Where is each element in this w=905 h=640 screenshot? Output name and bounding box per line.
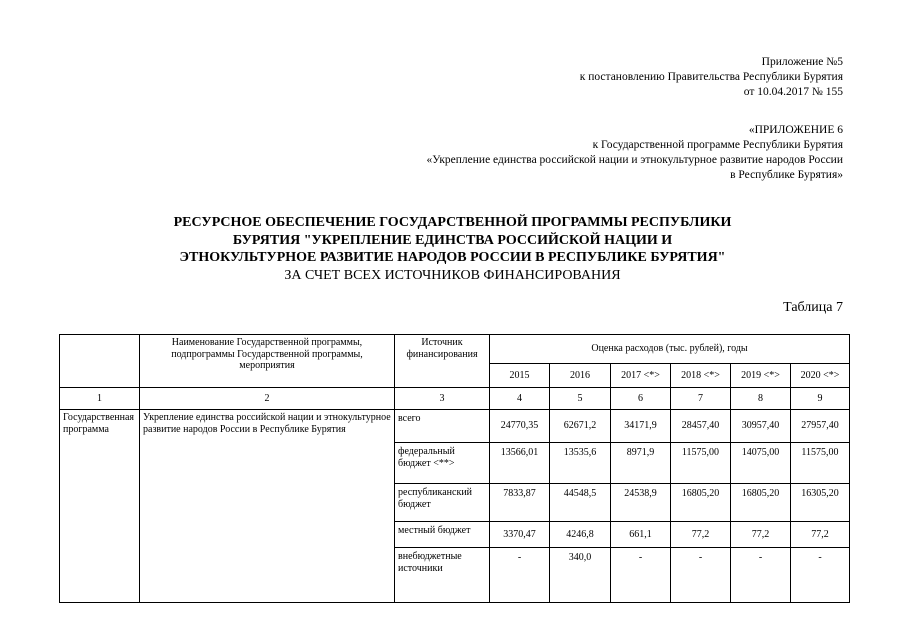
appendix-line: «Укрепление единства российской нации и этнокультурное развитие народов России: [426, 154, 843, 166]
value-cell: 77,2: [791, 522, 850, 548]
source-cell: местный бюджет: [395, 522, 490, 548]
value-cell: 11575,00: [791, 443, 850, 484]
value-cell: 13566,01: [490, 443, 550, 484]
value-cell: 14075,00: [731, 443, 791, 484]
column-number: 9: [791, 388, 850, 410]
source-cell: республиканский бюджет: [395, 484, 490, 522]
value-cell: 30957,40: [731, 410, 791, 443]
appendix-line: «ПРИЛОЖЕНИЕ 6: [748, 124, 843, 136]
year-header: 2018 <*>: [671, 364, 731, 388]
value-cell: 16805,20: [671, 484, 731, 522]
title-line: БУРЯТИЯ "УКРЕПЛЕНИЕ ЕДИНСТВА РОССИЙСКОЙ НАЦИИ И: [232, 232, 673, 248]
column-number: 2: [140, 388, 395, 410]
value-cell: 13535,6: [550, 443, 611, 484]
source-cell: всего: [395, 410, 490, 443]
title-line: ЭТНОКУЛЬТУРНОЕ РАЗВИТИЕ НАРОДОВ РОССИИ В РЕСПУБЛИКЕ БУРЯТИЯ": [179, 250, 726, 265]
column-number: 6: [611, 388, 671, 410]
value-cell: 340,0: [550, 548, 611, 603]
table-row: [60, 410, 850, 443]
value-cell: 44548,5: [550, 484, 611, 522]
value-cell: 27957,40: [791, 410, 850, 443]
appendix-line: Приложение №5: [761, 56, 843, 68]
appendix-line: к постановлению Правительства Республики Бурятия: [579, 71, 843, 83]
header-status-cell: [60, 335, 140, 388]
source-cell: внебюджетные источники: [395, 548, 490, 603]
value-cell: 661,1: [611, 522, 671, 548]
column-number: 7: [671, 388, 731, 410]
header-name: Наименование Государственной программы, подпрограммы Государственной программы, мероприятия: [140, 335, 395, 388]
table-header-row: [60, 335, 850, 364]
document-title: [60, 214, 845, 284]
appendix-line: к Государственной программе Республики Бурятия: [592, 139, 843, 151]
value-cell: 11575,00: [671, 443, 731, 484]
value-cell: 8971,9: [611, 443, 671, 484]
column-numbers-row: [60, 388, 850, 410]
header-estimate: Оценка расходов (тыс. рублей), годы: [490, 335, 850, 364]
value-cell: 16805,20: [731, 484, 791, 522]
year-header: 2015: [490, 364, 550, 388]
source-cell: федеральный бюджет <**>: [395, 443, 490, 484]
program-appendix-header: [426, 123, 843, 183]
appendix-line: от 10.04.2017 № 155: [743, 86, 843, 98]
value-cell: -: [731, 548, 791, 603]
column-number: 1: [60, 388, 140, 410]
year-header: 2017 <*>: [611, 364, 671, 388]
table-label: Таблица 7: [783, 300, 843, 315]
value-cell: -: [671, 548, 731, 603]
value-cell: 77,2: [671, 522, 731, 548]
column-number: 5: [550, 388, 611, 410]
title-subline: ЗА СЧЕТ ВСЕХ ИСТОЧНИКОВ ФИНАНСИРОВАНИЯ: [284, 267, 621, 283]
value-cell: 24538,9: [611, 484, 671, 522]
year-header: 2020 <*>: [791, 364, 850, 388]
value-cell: 28457,40: [671, 410, 731, 443]
value-cell: 24770,35: [490, 410, 550, 443]
value-cell: -: [791, 548, 850, 603]
value-cell: 4246,8: [550, 522, 611, 548]
column-number: 4: [490, 388, 550, 410]
program-name-cell: Укрепление единства российской нации и этнокультурное развитие народов России в Республике Бурятия: [140, 410, 395, 603]
column-number: 3: [395, 388, 490, 410]
value-cell: -: [611, 548, 671, 603]
value-cell: 16305,20: [791, 484, 850, 522]
appendix-header: [580, 55, 843, 100]
value-cell: 77,2: [731, 522, 791, 548]
year-header: 2019 <*>: [731, 364, 791, 388]
resource-table: [59, 334, 850, 603]
value-cell: 34171,9: [611, 410, 671, 443]
header-source: Источник финансирования: [395, 335, 490, 388]
value-cell: -: [490, 548, 550, 603]
value-cell: 62671,2: [550, 410, 611, 443]
year-header: 2016: [550, 364, 611, 388]
value-cell: 7833,87: [490, 484, 550, 522]
appendix-line: в Республике Бурятия»: [730, 169, 843, 181]
column-number: 8: [731, 388, 791, 410]
value-cell: 3370,47: [490, 522, 550, 548]
title-line: РЕСУРСНОЕ ОБЕСПЕЧЕНИЕ ГОСУДАРСТВЕННОЙ ПРОГРАММЫ РЕСПУБЛИКИ: [173, 215, 732, 230]
status-cell: Государственная программа: [60, 410, 140, 603]
